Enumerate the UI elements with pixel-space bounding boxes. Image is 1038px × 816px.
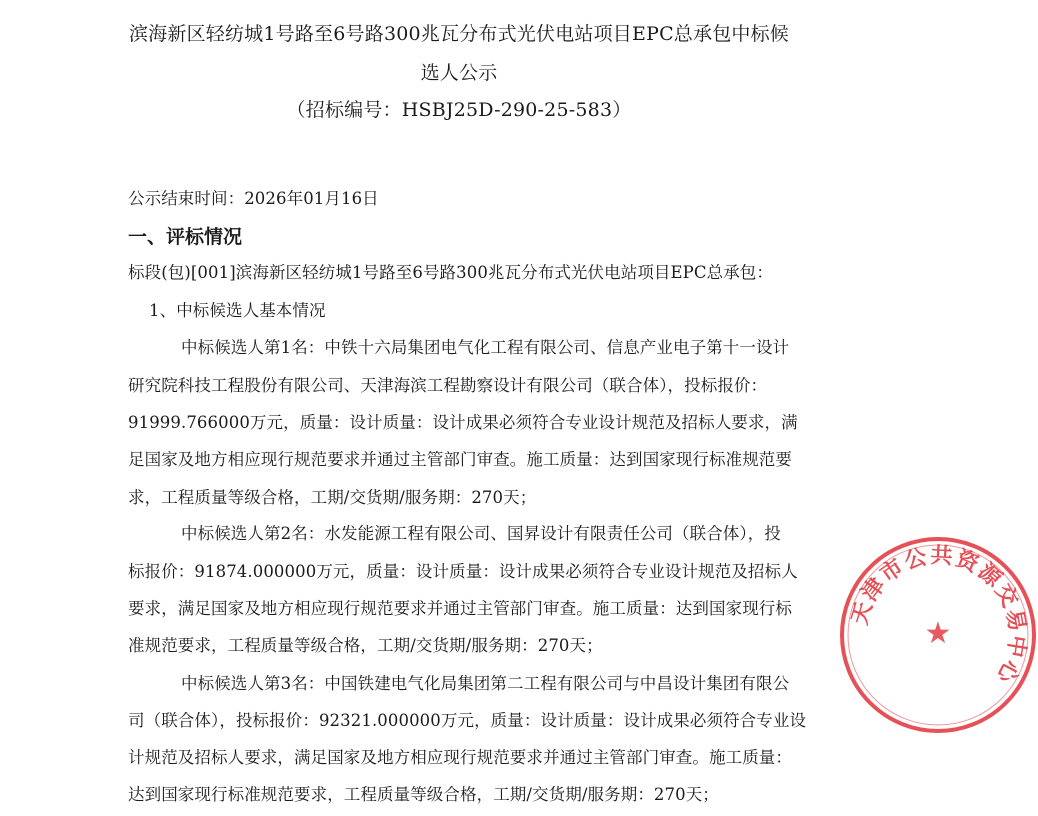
candidate-2-line: 标报价：91874.000000万元，质量：设计质量：设计成果必须符合专业设计规范及招标人 [128, 562, 798, 581]
document-title-line1: 滨海新区轻纺城1号路至6号路300兆瓦分布式光伏电站项目EPC总承包中标候 [128, 23, 790, 45]
candidate-2-line: 准规范要求，工程质量等级合格，工期/交货期/服务期：270天； [128, 636, 603, 655]
candidate-1-line: 足国家及地方相应现行规范要求并通过主管部门审查。施工质量：达到国家现行标准规范要 [128, 450, 792, 469]
candidate-1-line: 研究院科技工程股份有限公司、天津海滨工程勘察设计有限公司（联合体），投标报价： [128, 376, 768, 395]
document-title-line2: 选人公示 [420, 62, 498, 84]
candidate-1-line: 91999.766000万元，质量：设计质量：设计成果必须符合专业设计规范及招标人要求，满 [128, 413, 798, 432]
seal-star-icon: ★ [924, 616, 952, 651]
candidate-3-line: 司（联合体），投标报价：92321.000000万元，质量：设计质量：设计成果必须符合专业设 [128, 711, 807, 730]
candidate-3-line: 达到国家现行标准规范要求，工程质量等级合格，工期/交货期/服务期：270天； [128, 785, 719, 804]
candidate-2-line: 要求，满足国家及地方相应现行规范要求并通过主管部门审查。施工质量：达到国家现行标 [128, 599, 792, 618]
sub-heading: 1、中标候选人基本情况 [149, 301, 326, 320]
official-seal-stamp [838, 535, 1038, 735]
notice-end-time: 公示结束时间：2026年01月16日 [128, 189, 379, 208]
tender-number: （招标编号：HSBJ25D-290-25-583） [286, 99, 632, 121]
section-heading: 一、评标情况 [128, 226, 243, 248]
candidate-2-line: 中标候选人第2名：水发能源工程有限公司、国昇设计有限责任公司（联合体），投 [181, 524, 781, 543]
candidate-1-line: 求，工程质量等级合格，工期/交货期/服务期：270天； [128, 488, 537, 507]
lot-description: 标段(包)[001]滨海新区轻纺城1号路至6号路300兆瓦分布式光伏电站项目EPC总承包： [128, 263, 774, 282]
candidate-3-line: 中标候选人第3名：中国铁建电气化局集团第二工程有限公司与中昌设计集团有限公 [181, 674, 790, 693]
candidate-3-line: 计规范及招标人要求，满足国家及地方相应现行规范要求并通过主管部门审查。施工质量： [128, 748, 792, 767]
candidate-1-line: 中标候选人第1名：中铁十六局集团电气化工程有限公司、信息产业电子第十一设计 [181, 338, 790, 357]
seal-text: 天津市公共资源交易中心 [847, 543, 1030, 689]
